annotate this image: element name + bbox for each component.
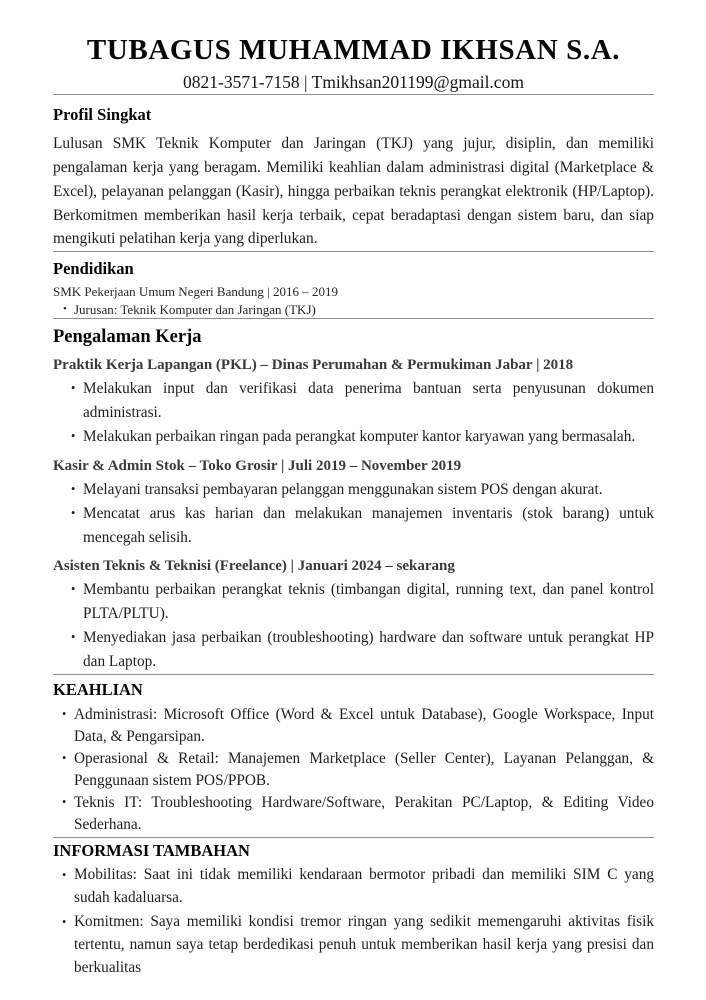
section-divider xyxy=(53,674,654,675)
section-pendidikan xyxy=(53,259,654,318)
job-bullet: • Membantu perbaikan perangkat teknis (timbangan digital, running text, dan panel kontrol PLTA/PLTU). xyxy=(53,578,654,625)
job-bullet: • Melakukan perbaikan ringan pada perangkat komputer kantor karyawan yang bermasalah. xyxy=(53,425,654,449)
section-pengalaman-kerja xyxy=(53,326,654,673)
job-title: Kasir & Admin Stok – Toko Grosir | Juli 2019 – November 2019 xyxy=(53,457,462,474)
section-divider xyxy=(53,837,654,838)
job-entry xyxy=(53,356,654,449)
resume-header xyxy=(53,33,654,94)
skill-bullet: • Teknis IT: Troubleshooting Hardware/Software, Perakitan PC/Laptop, & Editing Video Sederhana. xyxy=(53,792,654,835)
profil-heading: Profil Singkat xyxy=(53,105,152,125)
contact-info: 0821-3571-7158 | Tmikhsan201199@gmail.com xyxy=(183,71,524,92)
job-bullet: • Menyediakan jasa perbaikan (troubleshooting) hardware dan software untuk perangkat HP dan Laptop. xyxy=(53,626,654,673)
section-profil-singkat xyxy=(53,105,654,251)
job-title: Praktik Kerja Lapangan (PKL) – Dinas Perumahan & Permukiman Jabar | 2018 xyxy=(53,357,574,374)
job-bullet: • Mencatat arus kas harian dan melakukan manajemen inventaris (stok barang) untuk mencegah selisih. xyxy=(53,502,654,549)
job-entry xyxy=(53,457,654,550)
informasi-heading: INFORMASI TAMBAHAN xyxy=(53,840,250,860)
job-bullet-list xyxy=(53,478,654,550)
job-title: Asisten Teknis & Teknisi (Freelance) | Januari 2024 – sekarang xyxy=(53,558,455,575)
job-bullet: • Melakukan input dan verifikasi data penerima bantuan serta penyusunan dokumen administrasi. xyxy=(53,377,654,424)
section-informasi-tambahan xyxy=(53,841,654,980)
job-bullet-list xyxy=(53,377,654,449)
education-detail-item: • Jurusan: Teknik Komputer dan Jaringan (TKJ) xyxy=(53,301,654,318)
section-divider xyxy=(53,251,654,252)
info-bullet: • Komitmen: Saya memiliki kondisi tremor ringan yang sedikit memengaruhi aktivitas fisik tertentu, namun saya tetap berdedikasi penuh untuk memberikan hasil kerja yang presisi dan berkualitas xyxy=(53,911,654,979)
profil-text: Lulusan SMK Teknik Komputer dan Jaringan (TKJ) yang jujur, disiplin, dan memiliki pengalaman kerja yang beragam. Memiliki keahlian dalam administrasi digital (Marketplace & Excel), pelayanan pelanggan (Kasir), hingga perbaikan teknis perangkat elektronik (HP/Laptop). Berkomitmen memberikan hasil kerja terbaik, cepat beradaptasi dengan sistem baru, dan siap mengikuti pelatihan kerja yang diperlukan. xyxy=(53,135,654,248)
education-details xyxy=(53,301,654,318)
skill-bullet: • Administrasi: Microsoft Office (Word & Excel untuk Database), Google Workspace, Input Data, & Pengarsipan. xyxy=(53,704,654,747)
pengalaman-heading: Pengalaman Kerja xyxy=(53,327,202,347)
section-keahlian xyxy=(53,680,654,835)
skill-bullet: • Operasional & Retail: Manajemen Marketplace (Seller Center), Layanan Pelanggan, & Penggunaan sistem POS/PPOB. xyxy=(53,748,654,791)
job-entry xyxy=(53,557,654,673)
job-bullet-list xyxy=(53,578,654,673)
header-divider xyxy=(53,94,654,95)
pendidikan-heading: Pendidikan xyxy=(53,259,134,279)
resume-name: TUBAGUS MUHAMMAD IKHSAN S.A. xyxy=(86,34,621,66)
job-bullet: • Melayani transaksi pembayaran pelanggan menggunakan sistem POS dengan akurat. xyxy=(53,478,654,502)
info-bullet: • Mobilitas: Saat ini tidak memiliki kendaraan bermotor pribadi dan memiliki SIM C yang sudah kadaluarsa. xyxy=(53,864,654,910)
info-list xyxy=(53,864,654,979)
section-divider xyxy=(53,318,654,319)
keahlian-heading: KEAHLIAN xyxy=(53,680,143,700)
education-school: SMK Pekerjaan Umum Negeri Bandung | 2016 – 2019 xyxy=(53,284,338,299)
skill-list xyxy=(53,704,654,836)
